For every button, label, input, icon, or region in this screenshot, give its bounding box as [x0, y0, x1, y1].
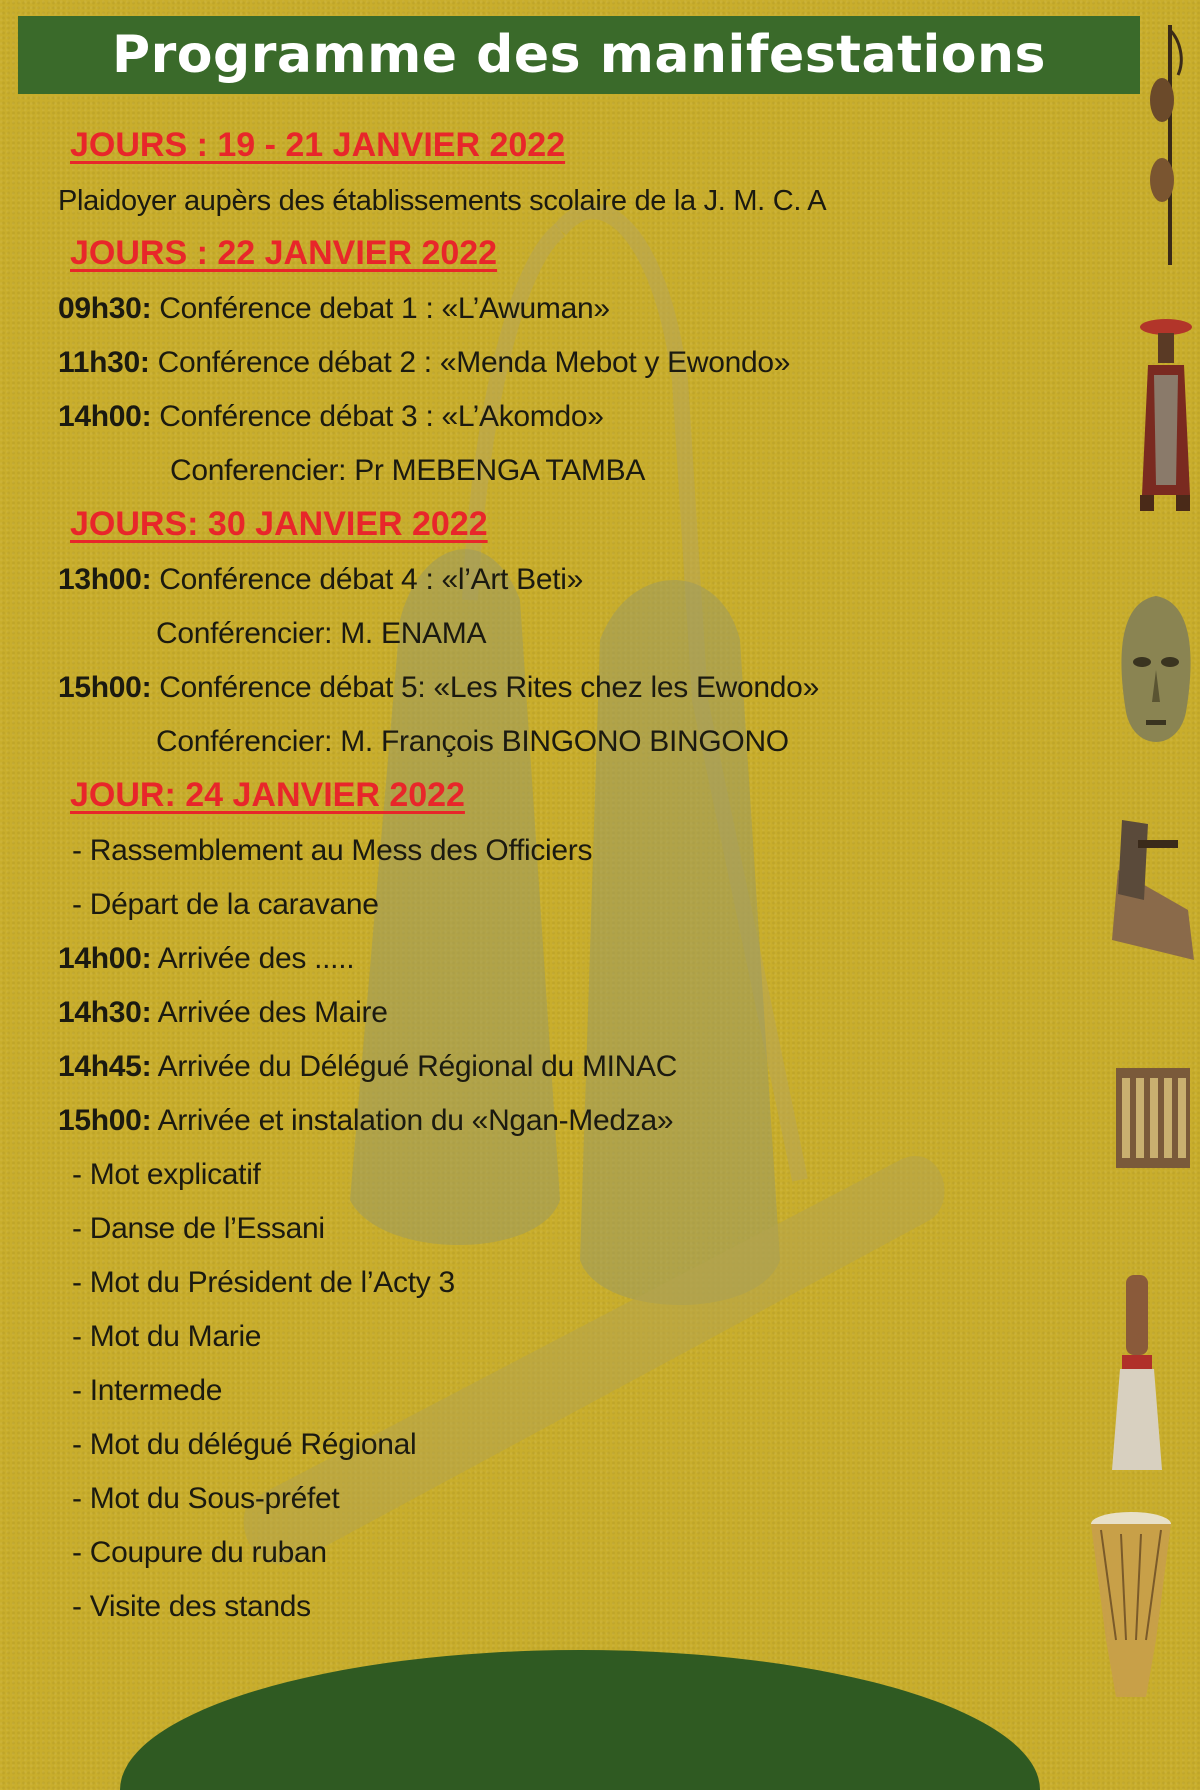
list-item: - Mot du Sous-préfet — [72, 1482, 340, 1515]
list-item: - Mot du Marie — [72, 1320, 262, 1353]
mask-icon — [1116, 592, 1196, 768]
list-item: - Mot explicatif — [72, 1158, 261, 1191]
date-heading-3: JOURS: 30 JANVIER 2022 — [70, 505, 488, 543]
item-text: Conférence débat 5: «Les Rites chez les Ewondo» — [151, 671, 819, 704]
xylophone-icon — [1110, 1058, 1196, 1178]
date-heading-2: JOURS : 22 JANVIER 2022 — [70, 234, 498, 272]
schedule-item — [58, 1104, 673, 1138]
schedule-item — [58, 671, 819, 705]
list-item: - Intermede — [72, 1374, 223, 1407]
list-item: - Danse de l’Essani — [72, 1212, 325, 1245]
item-text: Conférence débat 4 : «l’Art Beti» — [151, 563, 583, 596]
instrument-icon — [1140, 20, 1190, 270]
speaker-line: Conférencier: M. ENAMA — [156, 617, 487, 650]
speaker-line: Conferencier: Pr MEBENGA TAMBA — [170, 454, 646, 487]
list-item: - Visite des stands — [72, 1590, 311, 1623]
list-item: - Mot du Président de l’Acty 3 — [72, 1266, 455, 1299]
time-label: 14h00: — [58, 400, 152, 433]
item-text: Conférence débat 2 : «Menda Mebot y Ewondo» — [149, 346, 791, 379]
item-text: Arrivée du Délégué Régional du MINAC — [151, 1050, 678, 1083]
time-label: 15h00: — [58, 1104, 152, 1137]
schedule-item — [58, 1050, 677, 1084]
time-label: 14h00: — [58, 942, 152, 975]
list-item: - Rassemblement au Mess des Officiers — [72, 834, 593, 867]
schedule-item — [58, 346, 790, 380]
time-label: 14h45: — [58, 1050, 152, 1083]
time-label: 13h00: — [58, 563, 152, 596]
schedule-item — [58, 292, 610, 326]
page-title: Programme des manifestations — [18, 16, 1140, 94]
time-label: 14h30: — [58, 996, 152, 1029]
drum-icon — [1086, 1510, 1176, 1697]
time-label: 09h30: — [58, 292, 152, 325]
list-item: - Départ de la caravane — [72, 888, 379, 921]
schedule-item — [58, 996, 388, 1030]
schedule-item — [58, 400, 604, 434]
day1-text: Plaidoyer aupèrs des établissements scolaire de la J. M. C. A — [58, 185, 827, 217]
speaker-line: Conférencier: M. François BINGONO BINGONO — [156, 725, 789, 758]
item-text: Conférence débat 3 : «L’Akomdo» — [151, 400, 604, 433]
masked-dancer-icon — [1132, 315, 1200, 515]
item-text: Arrivée des ..... — [151, 942, 355, 975]
date-heading-1: JOURS : 19 - 21 JANVIER 2022 — [70, 126, 566, 164]
slit-drum-icon — [1108, 810, 1200, 966]
schedule-item — [58, 563, 583, 597]
list-item: - Mot du délégué Régional — [72, 1428, 417, 1461]
schedule-item — [58, 942, 354, 976]
fly-whisk-icon — [1106, 1275, 1166, 1475]
time-label: 11h30: — [58, 346, 150, 379]
list-item: - Coupure du ruban — [72, 1536, 327, 1569]
item-text: Arrivée et instalation du «Ngan-Medza» — [151, 1104, 674, 1137]
item-text: Arrivée des Maire — [151, 996, 388, 1029]
item-text: Conférence debat 1 : «L’Awuman» — [151, 292, 610, 325]
date-heading-4: JOUR: 24 JANVIER 2022 — [70, 776, 465, 814]
time-label: 15h00: — [58, 671, 152, 704]
